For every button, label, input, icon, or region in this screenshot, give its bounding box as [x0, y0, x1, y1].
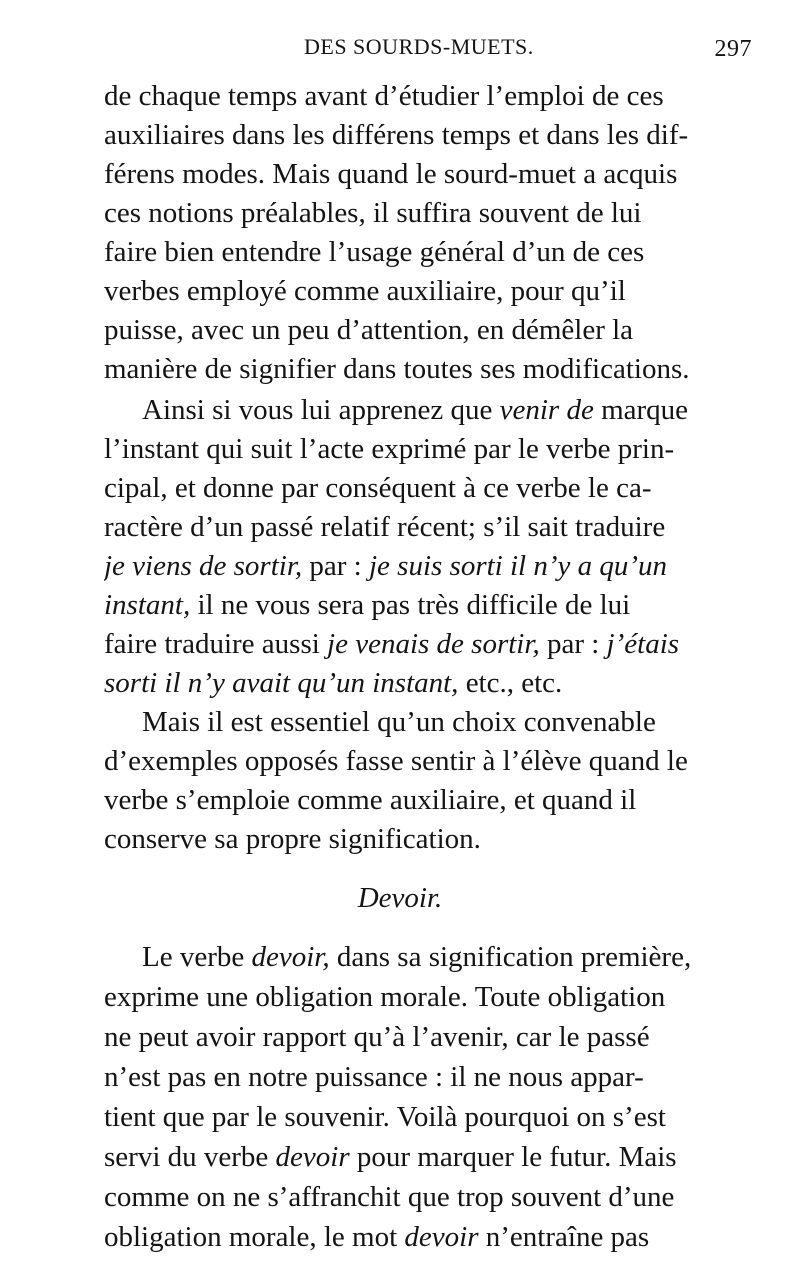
- text-line: [104, 741, 752, 781]
- text-run: férens modes. Mais quand le sourd-muet a acquis: [104, 158, 678, 190]
- text-line: [104, 115, 752, 155]
- text-line: [104, 507, 752, 547]
- text-run: manière de signifier dans toutes ses modifications.: [104, 353, 690, 385]
- text-line: [104, 585, 752, 625]
- italic-run: devoir: [404, 1221, 479, 1253]
- text-line: [104, 546, 752, 586]
- text-line: [104, 819, 752, 859]
- text-run: etc., etc.: [458, 667, 563, 699]
- text-run: Le verbe: [142, 941, 252, 973]
- text-line: [104, 193, 752, 233]
- text-run: n’entraîne pas: [478, 1221, 650, 1253]
- text-line: [104, 429, 752, 469]
- text-run: auxiliaires dans les différens temps et dans les dif-: [104, 119, 689, 151]
- text-line: [104, 76, 752, 116]
- page-number: 297: [714, 36, 752, 62]
- text-run: n’est pas en notre puissance : il ne nous appar-: [104, 1061, 644, 1093]
- text-line: [104, 1017, 752, 1057]
- text-run: servi du verbe: [104, 1141, 276, 1173]
- text-run: Mais il est essentiel qu’un choix convenable: [142, 706, 656, 738]
- italic-run: devoir: [275, 1141, 350, 1173]
- text-run: marque: [593, 394, 689, 426]
- text-line: [104, 663, 752, 703]
- text-run: cipal, et donne par conséquent à ce verbe le ca-: [104, 472, 652, 504]
- italic-run: devoir,: [251, 941, 330, 973]
- text-run: ces notions préalables, il suffira souvent de lui: [104, 197, 642, 229]
- text-run: d’exemples opposés fasse sentir à l’élève quand le: [104, 745, 688, 777]
- text-line: [104, 271, 752, 311]
- text-run: faire traduire aussi: [104, 628, 328, 660]
- italic-run: je venais de sortir,: [327, 628, 540, 660]
- text-run: il ne vous sera pas très difficile de lui: [190, 589, 631, 621]
- text-run: verbe s’emploie comme auxiliaire, et quand il: [104, 784, 637, 816]
- text-line: [104, 1137, 752, 1177]
- section-heading: [0, 878, 800, 918]
- text-run: comme on ne s’affranchit que trop souvent d’une: [104, 1181, 675, 1213]
- text-line: [104, 1177, 752, 1217]
- text-line: [142, 702, 752, 742]
- text-line: [104, 232, 752, 272]
- text-run: puisse, avec un peu d’attention, en démêler la: [104, 314, 634, 346]
- text-line: [104, 310, 752, 350]
- text-run: l’instant qui suit l’acte exprimé par le verbe prin-: [104, 433, 675, 465]
- text-run: conserve sa propre signification.: [104, 823, 481, 855]
- italic-run: instant,: [104, 589, 191, 621]
- text-run: Ainsi si vous lui apprenez que: [142, 394, 500, 426]
- text-line: [104, 624, 752, 664]
- text-line: [142, 390, 752, 430]
- text-run: exprime une obligation morale. Toute obligation: [104, 981, 666, 1013]
- text-line: [104, 1057, 752, 1097]
- text-run: ractère d’un passé relatif récent; s’il sait traduire: [104, 511, 666, 543]
- text-line: [104, 780, 752, 820]
- italic-run: Devoir.: [357, 882, 443, 914]
- text-run: verbes employé comme auxiliaire, pour qu’il: [104, 275, 626, 307]
- text-line: [104, 349, 752, 389]
- italic-run: je viens de sortir,: [104, 550, 303, 582]
- text-run: par :: [539, 628, 607, 660]
- text-line: [104, 468, 752, 508]
- text-run: tient que par le souvenir. Voilà pourquoi on s’est: [104, 1101, 666, 1133]
- text-run: pour marquer le futur. Mais: [349, 1141, 677, 1173]
- page-header: [104, 34, 752, 70]
- italic-run: sorti il n’y avait qu’un instant,: [104, 667, 459, 699]
- text-run: de chaque temps avant d’étudier l’emploi de ces: [104, 80, 664, 112]
- text-run: obligation morale, le mot: [104, 1221, 405, 1253]
- italic-run: j’étais: [606, 628, 680, 660]
- text-run: faire bien entendre l’usage général d’un de ces: [104, 236, 645, 268]
- text-run: dans sa signification première,: [329, 941, 692, 973]
- italic-run: je suis sorti il n’y a qu’un: [369, 550, 668, 582]
- text-run: ne peut avoir rapport qu’à l’avenir, car le passé: [104, 1021, 650, 1053]
- text-line: [104, 977, 752, 1017]
- text-line: [104, 1217, 752, 1257]
- running-head: DES SOURDS-MUETS.: [304, 34, 534, 59]
- text-line: [104, 154, 752, 194]
- text-run: par :: [302, 550, 369, 582]
- italic-run: venir de: [499, 394, 594, 426]
- text-line: [104, 1097, 752, 1137]
- text-line: [142, 937, 752, 977]
